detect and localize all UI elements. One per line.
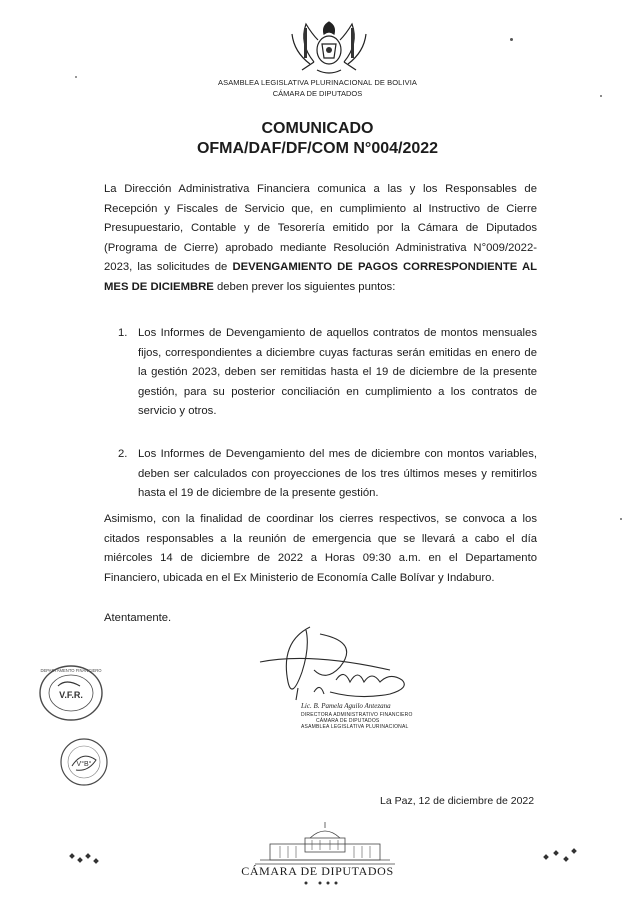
svg-text:V°B°: V°B°	[76, 761, 92, 768]
intro-text: La Dirección Administrativa Financiera comunica a las y los Responsables de Recepción y Fiscales de Servicio que, en cumplimiento al Instructivo de Cierre Presupuestario, Contable y de Tesorería emitido por la Cámara de Diputados (Programa de Cierre) aprobado mediante Resolución Administrativa N°009/2022-2023, las solicitudes de	[104, 183, 537, 274]
meeting-paragraph: Asimismo, con la finalidad de coordinar los cierres respectivos, se convoca a los citados responsables a la reunión de emergencia que se llevará a cabo el día miércoles 14 de diciembre de 2022 a Horas 09:30 a.m. en el Departamento Financiero, ubicada en el Ex Ministerio de Economía Calle Bolívar y Indaburo.	[104, 513, 537, 584]
closing-text: Atentamente.	[104, 612, 172, 624]
intro-bold-text: DEVENGAMIENTO DE PAGOS CORRESPONDIENTE AL MES DE DICIEMBRE	[104, 261, 538, 293]
chamber-name: CÁMARA DE DIPUTADOS	[272, 89, 363, 98]
building-icon	[250, 820, 400, 870]
footer-dots	[300, 880, 348, 886]
list-item-number: 1.	[118, 327, 128, 339]
scan-speck	[510, 38, 513, 41]
scan-speck	[75, 76, 77, 78]
scan-speck	[620, 518, 622, 520]
list-item	[118, 445, 537, 504]
list-item-text: Los Informes de Devengamiento de aquellos contratos de montos mensuales fijos, correspondientes a diciembre cuyas facturas serán emitidas en enero de la gestión 2023, deben ser remitidas hasta el 19 de diciembre de la presente gestión, para su posterior conciliación en cumplimiento a los contratos de servicio y otros.	[138, 327, 537, 418]
signatory-role: DIRECTORA ADMINISTRATIVO FINANCIERO	[301, 712, 413, 718]
point-list-1	[118, 324, 537, 422]
vobo-stamp-icon	[58, 736, 110, 788]
point-list-2	[118, 445, 537, 504]
coat-of-arms-icon	[284, 14, 374, 80]
intro-text-end: deben prever los siguientes puntos:	[213, 280, 396, 293]
department-stamp-icon	[36, 662, 106, 724]
corner-ornament-right	[540, 845, 580, 867]
corner-ornament-left	[68, 848, 102, 868]
list-item	[118, 324, 537, 422]
signatory-name: Lic. B. Pamela Aguilo Antezana	[301, 702, 391, 710]
signatory-chamber: CÁMARA DE DIPUTADOS	[316, 718, 380, 724]
document-title: COMUNICADO	[261, 120, 374, 137]
list-item-text: Los Informes de Devengamiento del mes de diciembre con montos variables, deben ser calculados con proyecciones de los tres últimos meses y remitirlos hasta el 19 de diciembre de la presente gestión.	[138, 448, 537, 500]
list-item-number: 2.	[118, 448, 128, 460]
footer-chamber-name: CÁMARA DE DIPUTADOS	[241, 864, 394, 878]
svg-text:V.F.R.: V.F.R.	[59, 690, 83, 700]
document-code: OFMA/DAF/DF/COM N°004/2022	[196, 140, 439, 157]
svg-text:DEPARTAMENTO FINANCIERO: DEPARTAMENTO FINANCIERO	[40, 668, 102, 673]
signature-scribble	[240, 622, 420, 702]
signatory-assembly: ASAMBLEA LEGISLATIVA PLURINACIONAL	[301, 724, 409, 730]
scan-speck	[600, 95, 602, 97]
place-and-date: La Paz, 12 de diciembre de 2022	[380, 795, 535, 807]
organization-name: ASAMBLEA LEGISLATIVA PLURINACIONAL DE BOLIVIA	[217, 78, 418, 87]
intro-paragraph	[104, 180, 537, 298]
